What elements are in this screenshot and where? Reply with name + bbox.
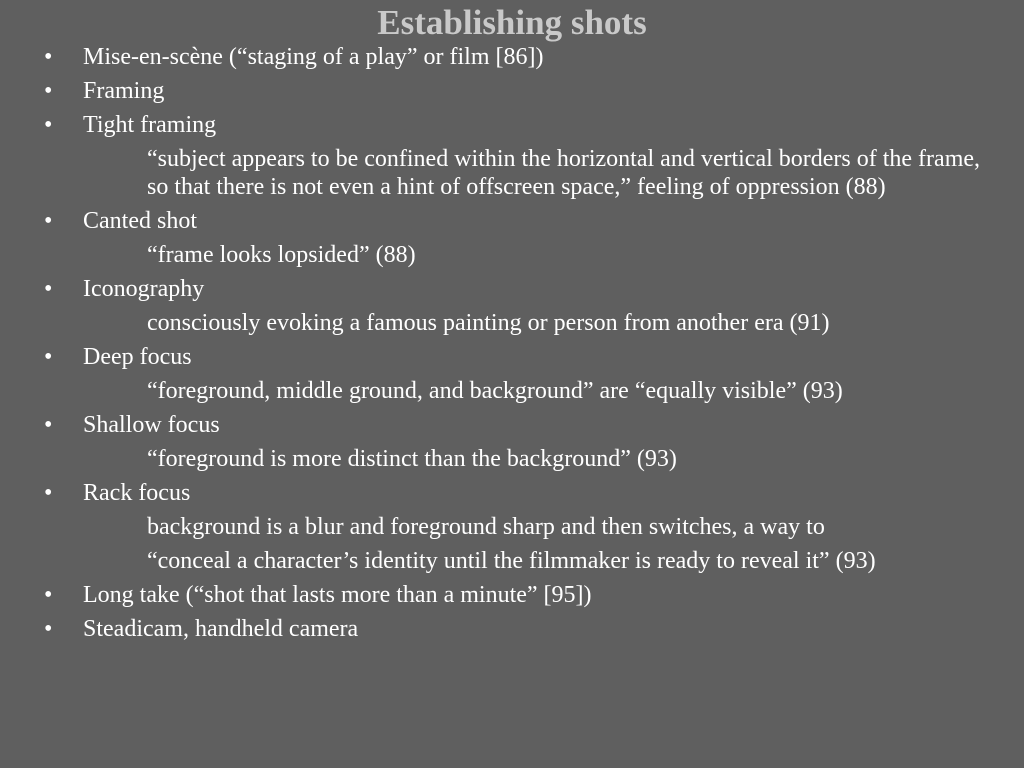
bullet-item-iconography (0, 275, 1024, 309)
sub-item-deep-focus-quote: “foreground, middle ground, and background” are “equally visible” (93) (147, 378, 843, 404)
bullet-marker: • (44, 412, 53, 438)
bullet-item-long-take (0, 581, 1024, 615)
bullet-marker: • (44, 208, 53, 234)
sub-item-shallow-focus-quote: “foreground is more distinct than the background” (93) (147, 446, 677, 472)
bullet-text: Mise-en-scène (“staging of a play” or film [86]) (83, 44, 544, 70)
bullet-marker: • (44, 480, 53, 506)
bullet-item-canted-shot (0, 207, 1024, 241)
bullet-item-deep-focus (0, 343, 1024, 377)
sub-item-rack-focus-desc: background is a blur and foreground sharp and then switches, a way to (147, 514, 825, 540)
bullet-text: Tight framing (83, 112, 217, 138)
bullet-item-shallow-focus (0, 411, 1024, 445)
bullet-marker: • (44, 616, 53, 642)
bullet-text: Steadicam, handheld camera (83, 616, 359, 642)
bullet-text: Rack focus (83, 480, 191, 506)
bullet-text: Deep focus (83, 344, 192, 370)
bullet-text: Canted shot (83, 208, 197, 234)
bullet-list (0, 43, 1024, 649)
bullet-item-rack-focus (0, 479, 1024, 513)
bullet-item-framing (0, 77, 1024, 111)
bullet-marker: • (44, 112, 53, 138)
bullet-item-mise-en-scene (0, 43, 1024, 77)
sub-item-canted-shot-quote: “frame looks lopsided” (88) (147, 242, 416, 268)
bullet-marker: • (44, 276, 53, 302)
bullet-marker: • (44, 78, 53, 104)
sub-item-iconography-desc: consciously evoking a famous painting or person from another era (91) (147, 310, 830, 336)
bullet-marker: • (44, 582, 53, 608)
bullet-marker: • (44, 344, 53, 370)
sub-item-rack-focus-quote: “conceal a character’s identity until the filmmaker is ready to reveal it” (93) (147, 548, 876, 574)
sub-item-tight-framing-quote: “subject appears to be confined within the horizontal and vertical borders of the frame, so that there is not even a hint of offscreen space,” feeling of oppression (88) (147, 146, 981, 200)
bullet-item-steadicam (0, 615, 1024, 649)
bullet-text: Shallow focus (83, 412, 220, 438)
slide-title: Establishing shots (377, 3, 647, 42)
bullet-text: Long take (“shot that lasts more than a minute” [95]) (83, 582, 592, 608)
bullet-item-tight-framing (0, 111, 1024, 145)
bullet-text: Iconography (83, 276, 205, 302)
bullet-text: Framing (83, 78, 165, 104)
bullet-marker: • (44, 44, 53, 70)
